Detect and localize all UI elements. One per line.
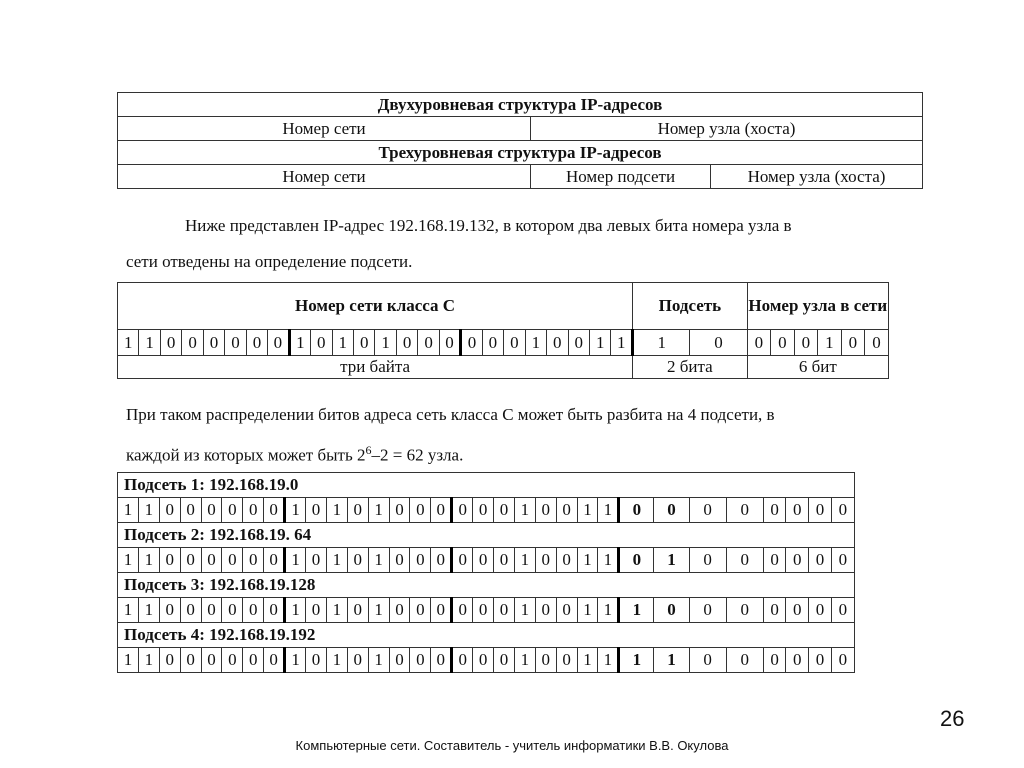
subnet-title: Подсеть 2: 192.168.19. 64	[118, 523, 855, 548]
bit-cell: 0	[306, 598, 327, 623]
bit-cell: 0	[159, 648, 180, 673]
bit-cell: 0	[726, 598, 763, 623]
bit-cell: 0	[389, 598, 410, 623]
subnet-title: Подсеть 3: 192.168.19.128	[118, 573, 855, 598]
bit-cell: 0	[201, 648, 222, 673]
bit-cell: 0	[556, 548, 577, 573]
bit-cell: 0	[494, 648, 515, 673]
subnet-title-row	[118, 623, 855, 648]
bit-row	[118, 330, 889, 356]
bit-cell: 0	[763, 648, 786, 673]
bit-cell: 0	[535, 648, 556, 673]
bit-cell: 1	[598, 598, 619, 623]
bit-cell: 0	[264, 498, 285, 523]
bit-cell: 0	[389, 648, 410, 673]
bit-cell: 1	[118, 330, 139, 356]
bit-cell: 1	[577, 498, 598, 523]
bit-cell: 0	[763, 498, 786, 523]
bit-cell: 1	[139, 330, 160, 356]
bit-cell: 1	[285, 498, 306, 523]
bit-cell: 0	[201, 548, 222, 573]
page-number: 26	[940, 706, 965, 731]
bit-cell: 0	[689, 498, 726, 523]
three-level-title: Трехуровневая структура IP-адресов	[118, 141, 923, 165]
subnet-title: Подсеть 1: 192.168.19.0	[118, 473, 855, 498]
two-level-row	[118, 117, 923, 141]
host-number-cell: Номер узла (хоста)	[711, 165, 923, 189]
bit-cell: 0	[689, 598, 726, 623]
bit-cell: 0	[809, 498, 832, 523]
bit-cell: 0	[182, 330, 203, 356]
bit-cell: 0	[159, 498, 180, 523]
bit-cell: 1	[818, 330, 842, 356]
host-number-cell: Номер узла (хоста)	[531, 117, 923, 141]
bit-cell: 0	[180, 648, 201, 673]
bit-cell: 0	[243, 548, 264, 573]
two-level-title: Двухуровневая структура IP-адресов	[118, 93, 923, 117]
bit-cell: 0	[396, 330, 417, 356]
bit-cell: 0	[264, 548, 285, 573]
bit-cell: 0	[347, 548, 368, 573]
bit-cell: 0	[203, 330, 224, 356]
bit-cell: 0	[494, 598, 515, 623]
subnets-table	[117, 472, 855, 673]
bit-cell: 1	[326, 498, 347, 523]
bit-cell: 1	[138, 498, 159, 523]
six-bits-cell: 6 бит	[747, 356, 888, 379]
bit-cell: 1	[589, 330, 610, 356]
bit-cell: 1	[598, 648, 619, 673]
bit-cell: 0	[243, 648, 264, 673]
subnet-bit-row	[118, 498, 855, 523]
bit-cell: 0	[809, 598, 832, 623]
bit-cell: 0	[786, 648, 809, 673]
subnet-bit-row	[118, 548, 855, 573]
bit-cell: 1	[577, 648, 598, 673]
bit-cell: 0	[347, 498, 368, 523]
bit-cell: 1	[368, 648, 389, 673]
bit-cell: 1	[654, 548, 689, 573]
bit-cell: 0	[389, 498, 410, 523]
bit-cell: 0	[568, 330, 589, 356]
bit-cell: 1	[577, 548, 598, 573]
bit-cell: 0	[222, 498, 243, 523]
formula-text-after: –2 = 62 узла.	[371, 445, 464, 465]
bit-cell: 1	[138, 648, 159, 673]
subnet-title: Подсеть 4: 192.168.19.192	[118, 623, 855, 648]
bit-cell: 1	[326, 548, 347, 573]
bit-cell: 0	[452, 498, 473, 523]
bit-cell: 0	[786, 498, 809, 523]
subnet-title-row	[118, 523, 855, 548]
bit-cell: 0	[306, 548, 327, 573]
bit-cell: 0	[246, 330, 267, 356]
bit-cell: 1	[619, 648, 654, 673]
bit-cell: 1	[332, 330, 353, 356]
bit-cell: 0	[763, 548, 786, 573]
bit-cell: 0	[410, 648, 431, 673]
bit-cell: 0	[494, 548, 515, 573]
bit-cell: 0	[809, 548, 832, 573]
bit-cell: 0	[201, 598, 222, 623]
bit-cell: 0	[431, 548, 452, 573]
bit-cell: 0	[786, 548, 809, 573]
bit-cell: 0	[439, 330, 460, 356]
bit-cell: 0	[556, 648, 577, 673]
subnet-bit-row	[118, 598, 855, 623]
bit-cell: 0	[410, 548, 431, 573]
class-c-bit-table	[117, 282, 889, 379]
bit-cell: 1	[368, 498, 389, 523]
subnet-number-cell: Номер подсети	[531, 165, 711, 189]
bit-cell: 0	[556, 498, 577, 523]
bit-cell: 0	[689, 648, 726, 673]
slide-footer: Компьютерные сети. Составитель - учитель информатики В.В. Окулова	[295, 738, 729, 753]
bit-cell: 0	[831, 548, 854, 573]
bit-cell: 0	[473, 498, 494, 523]
bit-cell: 0	[389, 548, 410, 573]
bit-cell: 0	[452, 548, 473, 573]
bit-cell: 0	[689, 548, 726, 573]
bit-cell: 0	[461, 330, 482, 356]
bit-cell: 0	[160, 330, 181, 356]
network-class-c-header: Номер сети класса С	[118, 283, 633, 330]
bit-cell: 0	[809, 648, 832, 673]
bit-cell: 0	[264, 648, 285, 673]
subnet-title-row	[118, 573, 855, 598]
bit-cell: 1	[611, 330, 633, 356]
bit-cell: 0	[619, 498, 654, 523]
three-level-row	[118, 165, 923, 189]
bit-cell: 1	[368, 598, 389, 623]
network-number-cell: Номер сети	[118, 165, 531, 189]
bit-cell: 1	[118, 548, 139, 573]
bit-cell: 1	[514, 548, 535, 573]
bit-cell: 0	[654, 498, 689, 523]
bit-cell: 1	[368, 548, 389, 573]
bit-cell: 1	[633, 330, 690, 356]
bit-cell: 1	[577, 598, 598, 623]
bit-cell: 0	[347, 598, 368, 623]
bit-cell: 0	[482, 330, 503, 356]
three-bytes-cell: три байта	[118, 356, 633, 379]
bit-cell: 0	[306, 498, 327, 523]
bit-cell: 0	[431, 498, 452, 523]
bit-cell: 0	[535, 598, 556, 623]
subnets-paragraph-line2	[126, 440, 463, 466]
bit-cell: 1	[598, 548, 619, 573]
subnet-header: Подсеть	[633, 283, 747, 330]
bit-cell: 0	[431, 648, 452, 673]
bit-cell: 0	[311, 330, 332, 356]
bit-cell: 0	[180, 598, 201, 623]
bit-cell: 1	[285, 548, 306, 573]
bit-cell: 0	[225, 330, 246, 356]
bit-cell: 0	[547, 330, 568, 356]
bit-cell: 1	[375, 330, 396, 356]
bit-cell: 1	[654, 648, 689, 673]
bit-cell: 0	[201, 498, 222, 523]
formula-exponent: 6	[365, 443, 372, 457]
bit-cell: 0	[473, 548, 494, 573]
bit-cell: 0	[786, 598, 809, 623]
bit-cell: 1	[525, 330, 546, 356]
bit-cell: 1	[118, 598, 139, 623]
bit-cell: 0	[726, 548, 763, 573]
bit-cell: 0	[243, 598, 264, 623]
bit-cell: 1	[619, 598, 654, 623]
bit-cell: 0	[159, 548, 180, 573]
bit-cell: 1	[326, 648, 347, 673]
title-row-two-level	[118, 93, 923, 117]
bit-cell: 0	[556, 598, 577, 623]
host-header: Номер узла в сети	[747, 283, 888, 330]
bit-cell: 0	[222, 598, 243, 623]
bit-cell: 0	[347, 648, 368, 673]
bit-cell: 0	[794, 330, 818, 356]
bit-cell: 1	[514, 498, 535, 523]
bit-cell: 0	[654, 598, 689, 623]
bit-cell: 0	[410, 498, 431, 523]
bit-cell: 0	[410, 598, 431, 623]
bit-cell: 0	[831, 648, 854, 673]
title-row-three-level	[118, 141, 923, 165]
formula-text-before: каждой из которых может быть 2	[126, 445, 366, 465]
bit-cell: 1	[138, 548, 159, 573]
bit-cell: 0	[473, 598, 494, 623]
bit-cell: 0	[418, 330, 439, 356]
bit-cell: 0	[452, 598, 473, 623]
bit-cell: 0	[763, 598, 786, 623]
bit-cell: 0	[831, 598, 854, 623]
subnet-bit-row	[118, 648, 855, 673]
network-number-cell: Номер сети	[118, 117, 531, 141]
bit-cell: 0	[180, 548, 201, 573]
bit-cell: 0	[306, 648, 327, 673]
bit-cell: 0	[353, 330, 374, 356]
ip-structure-table	[117, 92, 923, 189]
bit-cell: 1	[514, 648, 535, 673]
bit-cell: 0	[841, 330, 865, 356]
bit-cell: 0	[690, 330, 747, 356]
bit-cell: 0	[771, 330, 795, 356]
bit-cell: 0	[222, 548, 243, 573]
bit-cell: 0	[243, 498, 264, 523]
footer-row	[118, 356, 889, 379]
bit-cell: 0	[180, 498, 201, 523]
bit-cell: 0	[264, 598, 285, 623]
bit-cell: 0	[268, 330, 289, 356]
bit-cell: 1	[326, 598, 347, 623]
bit-cell: 0	[865, 330, 889, 356]
bit-cell: 1	[514, 598, 535, 623]
subnets-paragraph-line1: При таком распределении битов адреса сеть класса С может быть разбита на 4 подсети, в	[126, 405, 775, 424]
bit-cell: 0	[747, 330, 771, 356]
intro-paragraph-line1: Ниже представлен IP-адрес 192.168.19.132, в котором два левых бита номера узла в	[185, 216, 792, 235]
bit-cell: 0	[535, 548, 556, 573]
bit-cell: 1	[118, 648, 139, 673]
bit-cell: 1	[285, 648, 306, 673]
bit-cell: 0	[494, 498, 515, 523]
bit-cell: 0	[535, 498, 556, 523]
bit-cell: 1	[138, 598, 159, 623]
bit-cell: 0	[473, 648, 494, 673]
bit-cell: 0	[222, 648, 243, 673]
bit-cell: 0	[619, 548, 654, 573]
bit-cell: 0	[452, 648, 473, 673]
header-row	[118, 283, 889, 330]
bit-cell: 1	[598, 498, 619, 523]
bit-cell: 0	[726, 498, 763, 523]
bit-cell: 1	[289, 330, 310, 356]
intro-paragraph-line2: сети отведены на определение подсети.	[126, 252, 413, 271]
bit-cell: 0	[831, 498, 854, 523]
subnet-title-row	[118, 473, 855, 498]
bit-cell: 1	[118, 498, 139, 523]
bit-cell: 0	[159, 598, 180, 623]
bit-cell: 1	[285, 598, 306, 623]
bit-cell: 0	[726, 648, 763, 673]
bit-cell: 0	[504, 330, 525, 356]
bit-cell: 0	[431, 598, 452, 623]
two-bits-cell: 2 бита	[633, 356, 747, 379]
